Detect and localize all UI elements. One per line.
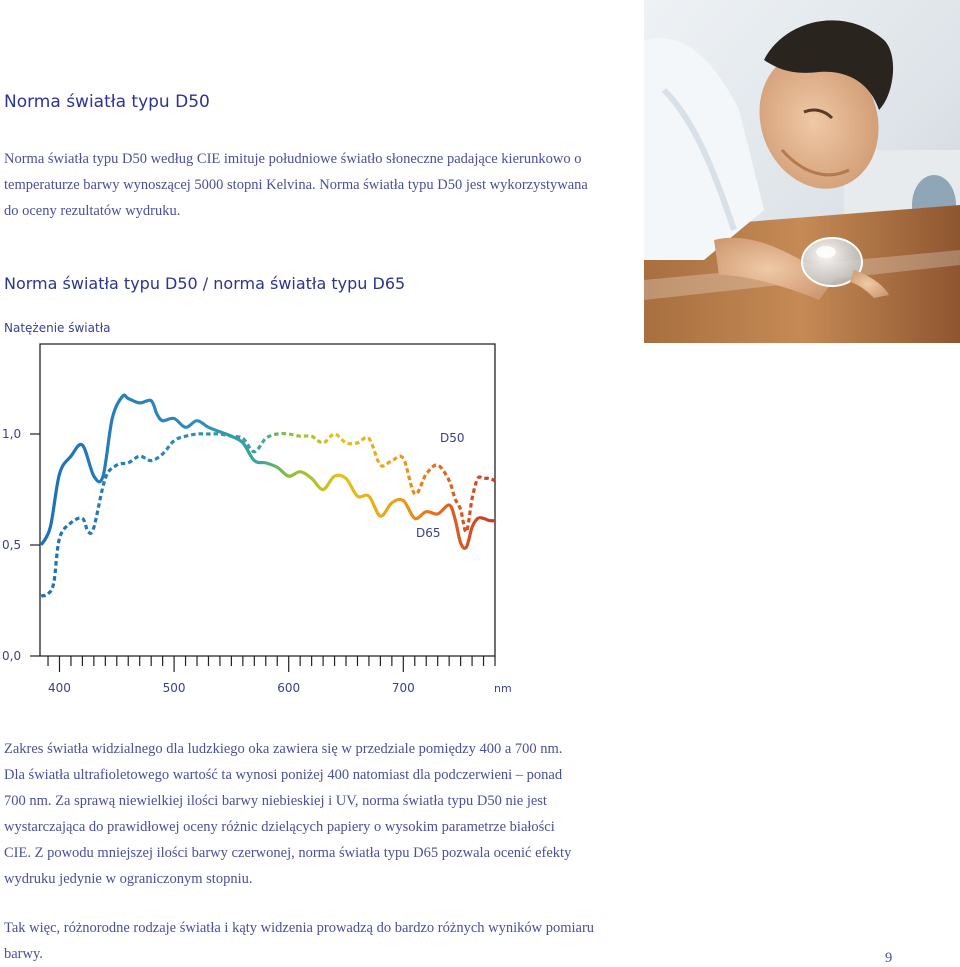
x-tick-label: 400 [48, 681, 71, 695]
series-line-d50 [41, 434, 495, 596]
chart-y-axis-label: Natężenie światła [4, 321, 111, 335]
chart-title: Norma światła typu D50 / norma światła typu D65 [4, 274, 406, 293]
page-number: 9 [885, 950, 893, 966]
x-tick-label: 700 [391, 681, 415, 695]
x-tick-label: 600 [277, 681, 301, 695]
closing-paragraph: Tak więc, różnorodne rodzaje światła i kąty widzenia prowadzą do bardzo różnych wyników pomiaru barwy. [4, 920, 595, 962]
chart-x-tick-labels [48, 681, 415, 695]
annotation-d50: D50 [440, 431, 465, 445]
annotation-d65: D65 [416, 526, 441, 540]
body-paragraph: Zakres światła widzialnego dla ludzkiego oka zawiera się w przedziale pomiędzy 400 a 700 nm. Dla światła ultrafioletowego wartość ta wynosi poniżej 400 natomiast dla podczerwieni – ponad 700 nm. Za sprawą niewielkiej ilości barwy niebieskiej i UV, norma światła typu D50 nie jest wystarczająca do prawidłowej oceny różnic dzielących papiery o wysokim parametrze białości CIE. Z powodu mniejszej ilości barwy czerwonej, norma światła typu D65 pozwala ocenić efekty wydruku jedynie w ograniczonym stopniu. [4, 741, 572, 887]
x-tick-label: 500 [162, 681, 186, 695]
intro-paragraph: Norma światła typu D50 według CIE imituje południowe światło słoneczne padające kierunkowo o temperaturze barwy wynoszącej 5000 stopni Kelvina. Norma światła typu D50 jest wykorzystywana do oceny rezultatów wydruku. [4, 151, 588, 219]
y-tick-label: 0,0 [2, 649, 22, 663]
chart-x-ticks [48, 656, 495, 672]
chart-y-tick-labels [2, 427, 21, 663]
chart-x-unit-label: nm [494, 682, 512, 695]
chart-series [41, 395, 495, 596]
y-tick-label: 1,0 [2, 427, 22, 441]
y-tick-label: 0,5 [2, 538, 22, 552]
section-title: Norma światła typu D50 [4, 92, 210, 112]
chart-frame [40, 344, 495, 656]
